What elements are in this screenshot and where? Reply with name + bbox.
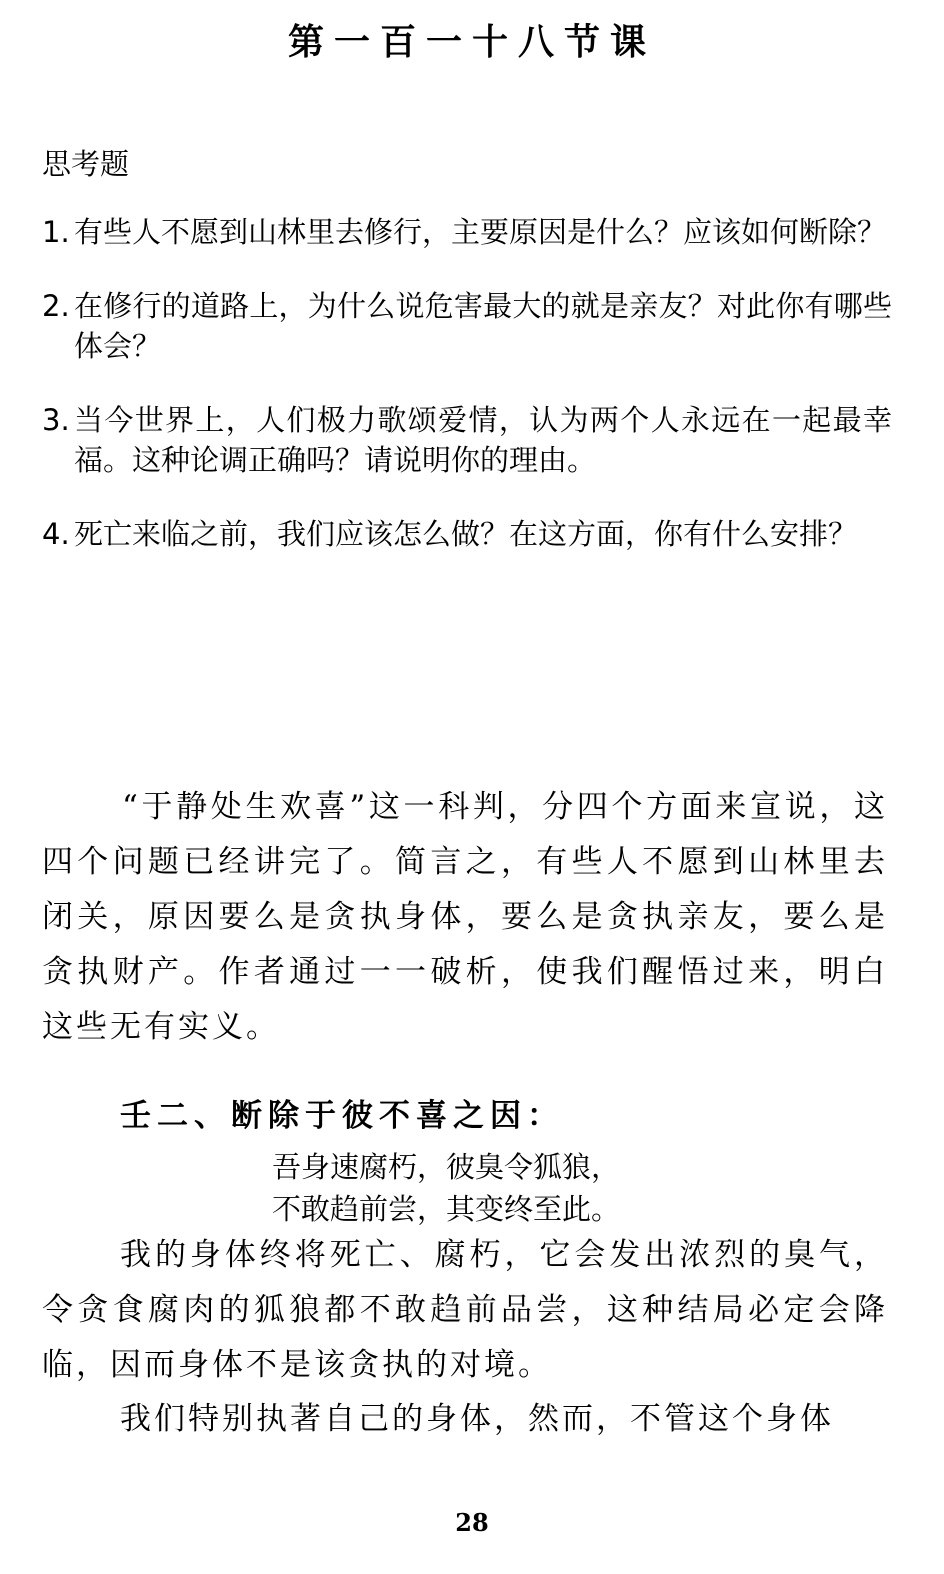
verse-line: 不敢趋前尝，其变终至此。 — [272, 1192, 621, 1226]
questions-heading: 思考题 — [42, 147, 130, 181]
question-text: 死亡来临之前，我们应该怎么做？在这方面，你有什么安排？ — [74, 517, 858, 551]
question-item — [42, 286, 892, 366]
question-number: 1. — [42, 215, 70, 249]
verse-line: 吾身速腐朽，彼臭令狐狼， — [272, 1150, 621, 1184]
question-number: 2. — [42, 289, 70, 323]
body-paragraph: 我们特别执著自己的身体，然而，不管这个身体 — [120, 1401, 834, 1437]
question-item — [42, 212, 892, 252]
question-item — [42, 400, 892, 480]
question-number: 4. — [42, 517, 70, 551]
question-text: 在修行的道路上，为什么说危害最大的就是亲友？对此你有哪些体会？ — [74, 289, 892, 363]
page-number: 28 — [455, 1508, 489, 1537]
body-paragraph: 我的身体终将死亡、腐朽，它会发出浓烈的臭气，令贪食腐肉的狐狼都不敢趋前品尝，这种结局必定会降临，因而身体不是该贪执的对境。 — [42, 1237, 888, 1383]
question-item — [42, 514, 892, 554]
section-heading: 壬二、断除于彼不喜之因： — [120, 1098, 564, 1134]
question-number: 3. — [42, 403, 70, 437]
question-text: 有些人不愿到山林里去修行，主要原因是什么？应该如何断除？ — [74, 215, 887, 249]
page-title: 第一百一十八节课 — [287, 21, 656, 63]
questions-list — [42, 212, 892, 588]
question-text: 当今世界上，人们极力歌颂爱情，认为两个人永远在一起最幸福。这种论调正确吗？请说明你的理由。 — [74, 403, 892, 477]
body-paragraph: “于静处生欢喜”这一科判，分四个方面来宣说，这四个问题已经讲完了。简言之，有些人不愿到山林里去闭关，原因要么是贪执身体，要么是贪执亲友，要么是贪执财产。作者通过一一破析，使我们醒悟过来，明白这些无有实义。 — [42, 789, 888, 1045]
verse — [272, 1146, 620, 1230]
